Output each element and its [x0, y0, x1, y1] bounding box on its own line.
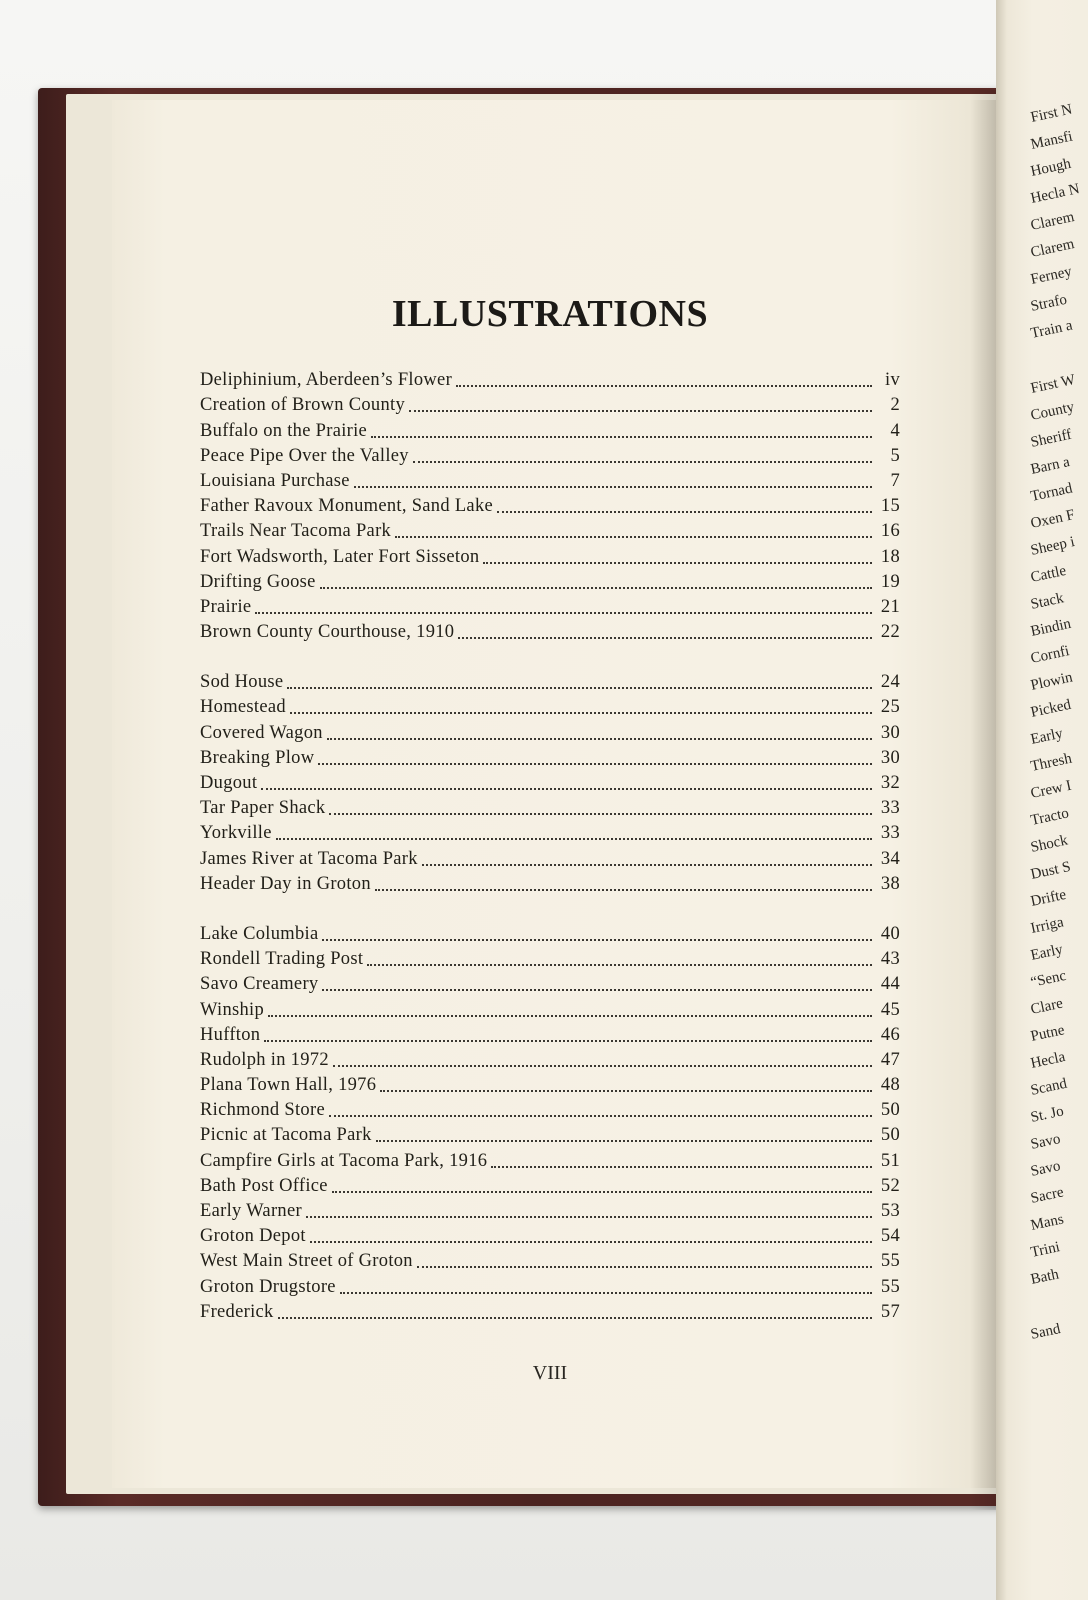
toc-entry [200, 1121, 900, 1146]
dot-leader [422, 864, 872, 866]
facing-page-line: First W [1029, 371, 1077, 397]
entry-title: Drifting Goose [200, 571, 316, 592]
toc-entry [200, 568, 900, 593]
entry-title: Winship [200, 999, 265, 1020]
dot-leader [483, 562, 872, 564]
facing-page-line: Barn a [1029, 454, 1072, 478]
entry-page-number: 18 [880, 546, 900, 567]
entry-page-number: 19 [880, 571, 900, 592]
toc-entry [200, 769, 900, 794]
toc-entry [200, 970, 900, 995]
toc-entry [200, 492, 900, 517]
facing-page-line: Hecla N [1029, 180, 1081, 207]
facing-page-line: Irriga [1029, 914, 1066, 937]
dot-leader [327, 738, 872, 740]
toc-entry [200, 794, 900, 819]
facing-page-line: Stack [1029, 590, 1066, 613]
entry-page-number: 51 [880, 1150, 900, 1171]
toc-entry [200, 593, 900, 618]
entry-page-number: 54 [880, 1226, 900, 1247]
entry-title: Groton Depot [200, 1226, 306, 1247]
dot-leader [290, 712, 872, 714]
toc-entry [200, 744, 900, 769]
dot-leader [276, 838, 872, 840]
toc-entry [200, 693, 900, 718]
entry-page-number: 30 [880, 722, 900, 743]
facing-page-line: Savo [1029, 1131, 1062, 1153]
entry-page-number: 45 [880, 999, 900, 1020]
entry-title: Groton Drugstore [200, 1276, 336, 1297]
entry-page-number: 38 [880, 873, 900, 894]
entry-page-number: 44 [880, 974, 900, 995]
facing-page-line: Tornad [1029, 480, 1074, 505]
facing-page-line: Trini [1029, 1239, 1062, 1261]
facing-page-line: “Senc [1029, 967, 1068, 991]
entry-page-number: 30 [880, 747, 900, 768]
entry-title: Homestead [200, 697, 286, 718]
dot-leader [255, 612, 872, 614]
entry-page-number: 50 [880, 1125, 900, 1146]
entry-title: Peace Pipe Over the Valley [200, 445, 409, 466]
dot-leader [332, 1191, 872, 1193]
entry-title: Frederick [200, 1301, 274, 1322]
facing-page-line: Bindin [1029, 615, 1073, 640]
dot-leader [395, 536, 872, 538]
facing-page-line: Strafo [1029, 291, 1069, 315]
entry-title: Bath Post Office [200, 1175, 328, 1196]
entry-page-number: 40 [880, 923, 900, 944]
entry-page-number: 52 [880, 1175, 900, 1196]
facing-page-line: County [1029, 399, 1076, 424]
facing-page-line: Mans [1029, 1211, 1066, 1234]
facing-page-line: Mansfi [1029, 128, 1075, 153]
facing-page-line: Train a [1029, 317, 1074, 342]
entry-title: Rondell Trading Post [200, 949, 364, 970]
entry-page-number: 53 [880, 1201, 900, 1221]
entry-title: Rudolph in 1972 [200, 1049, 329, 1070]
entry-title: Covered Wagon [200, 722, 323, 743]
entry-page-number: 34 [880, 848, 900, 869]
facing-page-line: Dust S [1029, 858, 1073, 883]
entry-title: Huffton [200, 1024, 261, 1045]
dot-leader [340, 1292, 872, 1294]
entry-page-number: 55 [880, 1276, 900, 1297]
toc-entry [200, 467, 900, 492]
facing-page-line: Putne [1029, 1022, 1066, 1045]
facing-page-line: Bath [1029, 1266, 1061, 1288]
toc-entry [200, 618, 900, 643]
dot-leader [371, 436, 872, 438]
toc-entry [200, 1172, 900, 1197]
entry-title: Header Day in Groton [200, 873, 371, 894]
dot-leader [278, 1317, 872, 1319]
dot-leader [322, 989, 872, 991]
entry-page-number: 47 [880, 1049, 900, 1070]
dot-leader [375, 889, 872, 891]
entry-page-number: 4 [890, 420, 900, 441]
toc-entry [200, 870, 900, 895]
dot-leader [306, 1216, 872, 1218]
facing-page-line: Hecla [1029, 1049, 1067, 1072]
toc-entry [200, 542, 900, 567]
toc-entry [200, 1222, 900, 1247]
dot-leader [310, 1241, 872, 1243]
entry-page-number: 33 [880, 798, 900, 819]
facing-page-line: Drifte [1029, 886, 1068, 910]
entry-title: Trails Near Tacoma Park [200, 521, 392, 542]
entry-page-number: 57 [880, 1301, 900, 1322]
entry-title: Lake Columbia [200, 923, 319, 944]
entry-page-number: 55 [880, 1251, 900, 1272]
entry-title: Campfire Girls at Tacoma Park, 1916 [200, 1150, 488, 1171]
entry-title: Creation of Brown County [200, 395, 406, 416]
toc-entry [200, 1298, 900, 1323]
toc-entry [200, 1071, 900, 1096]
entry-title: Sod House [200, 672, 284, 693]
facing-page-line: Clare [1029, 995, 1065, 1018]
dot-leader [333, 1065, 872, 1067]
toc-entry [200, 416, 900, 441]
entry-title: Fort Wadsworth, Later Fort Sisseton [200, 546, 480, 567]
toc-entry [200, 1096, 900, 1121]
toc-entry [200, 819, 900, 844]
entry-page-number: 46 [880, 1024, 900, 1045]
dot-leader [376, 1140, 872, 1142]
facing-page-line: First N [1029, 101, 1074, 126]
toc-entry [200, 1046, 900, 1071]
entry-page-number: 25 [880, 697, 900, 718]
toc-entry [200, 945, 900, 970]
illustrations-list [200, 366, 900, 1323]
entry-page-number: iv [885, 370, 900, 391]
entry-title: Dugout [200, 773, 258, 793]
facing-page-text [1029, 101, 1088, 1354]
facing-page-line: Savo [1029, 1158, 1062, 1180]
entry-title: West Main Street of Groton [200, 1251, 413, 1272]
dot-leader [367, 964, 872, 966]
dot-leader [413, 461, 872, 463]
toc-entry [200, 1247, 900, 1272]
entry-page-number: 48 [880, 1075, 900, 1096]
toc-entry [200, 1021, 900, 1046]
dot-leader [322, 939, 872, 941]
facing-page-line: Tracto [1029, 805, 1071, 829]
facing-page-line: Cornfi [1029, 643, 1071, 667]
entry-page-number: 33 [880, 823, 900, 844]
entry-page-number: 16 [880, 521, 900, 542]
entry-page-number: 50 [880, 1100, 900, 1121]
entry-page-number: 7 [890, 470, 900, 491]
entry-title: Early Warner [200, 1201, 302, 1221]
dot-leader [497, 511, 872, 513]
entry-title: Deliphinium, Aberdeen’s Flower [200, 370, 453, 391]
entry-title: Louisiana Purchase [200, 470, 350, 491]
facing-page-line: Early [1029, 941, 1065, 964]
entry-title: Brown County Courthouse, 1910 [200, 622, 455, 643]
entry-title: Buffalo on the Prairie [200, 420, 368, 441]
facing-page-line: Scand [1029, 1075, 1069, 1099]
entry-page-number: 21 [880, 596, 900, 617]
toc-entry [200, 1197, 900, 1222]
toc-entry [200, 995, 900, 1020]
facing-page-line: Crew I [1029, 777, 1073, 802]
page-title: ILLUSTRATIONS [391, 293, 709, 335]
entry-page-number: 5 [890, 445, 900, 466]
entry-title: Yorkville [200, 823, 272, 844]
entry-title: Plana Town Hall, 1976 [200, 1075, 377, 1096]
facing-page-line: Picked [1029, 696, 1073, 721]
facing-page-line: Thresh [1029, 750, 1074, 775]
entry-page-number: 32 [880, 773, 900, 793]
toc-entry [200, 366, 900, 391]
dot-leader [458, 637, 872, 639]
dot-leader [268, 1015, 872, 1017]
facing-page-line: Early [1029, 725, 1065, 748]
facing-page-line: Shock [1029, 832, 1070, 856]
dot-leader [318, 763, 872, 765]
section-gap [200, 895, 900, 920]
dot-leader [417, 1266, 872, 1268]
facing-page-line: Sheep i [1029, 534, 1077, 559]
facing-page-line: Plowin [1029, 669, 1075, 694]
toc-entry [200, 1272, 900, 1297]
page-number: VIII [532, 1362, 568, 1384]
facing-page-line: Ferney [1029, 263, 1074, 288]
entry-page-number: 43 [880, 949, 900, 970]
toc-entry [200, 391, 900, 416]
entry-title: James River at Tacoma Park [200, 848, 418, 869]
dot-leader [456, 385, 872, 387]
entry-title: Tar Paper Shack [200, 798, 326, 819]
dot-leader [354, 486, 872, 488]
dot-leader [380, 1090, 872, 1092]
entry-title: Savo Creamery [200, 974, 319, 995]
dot-leader [320, 587, 872, 589]
entry-page-number: 22 [880, 622, 900, 643]
dot-leader [329, 813, 872, 815]
toc-entry [200, 1146, 900, 1171]
toc-entry [200, 517, 900, 542]
facing-page-line: Sand [1029, 1321, 1062, 1343]
facing-page-line: Cattle [1029, 562, 1068, 586]
entry-page-number: 2 [890, 395, 900, 416]
facing-page-line: Clarem [1029, 209, 1076, 234]
entry-title: Father Ravoux Monument, Sand Lake [200, 496, 494, 517]
toc-entry [200, 442, 900, 467]
facing-page-line: Hough [1029, 155, 1073, 180]
dot-leader [261, 788, 872, 790]
section-gap [200, 643, 900, 668]
facing-page-line: Sacre [1029, 1184, 1066, 1207]
entry-title: Richmond Store [200, 1100, 325, 1121]
facing-page-line: Clarem [1029, 236, 1076, 261]
toc-entry [200, 668, 900, 693]
dot-leader [287, 687, 872, 689]
entry-title: Picnic at Tacoma Park [200, 1125, 372, 1146]
toc-entry [200, 718, 900, 743]
dot-leader [491, 1166, 872, 1168]
entry-page-number: 15 [880, 496, 900, 517]
entry-title: Prairie [200, 596, 252, 617]
entry-page-number: 24 [880, 672, 900, 693]
toc-entry [200, 844, 900, 869]
dot-leader [264, 1040, 872, 1042]
facing-page-line: Oxen F [1029, 507, 1077, 532]
toc-entry [200, 920, 900, 945]
dot-leader [329, 1115, 872, 1117]
facing-page-line: Sheriff [1029, 426, 1074, 451]
facing-page-line: St. Jo [1029, 1103, 1066, 1126]
dot-leader [409, 410, 872, 412]
entry-title: Breaking Plow [200, 747, 315, 768]
